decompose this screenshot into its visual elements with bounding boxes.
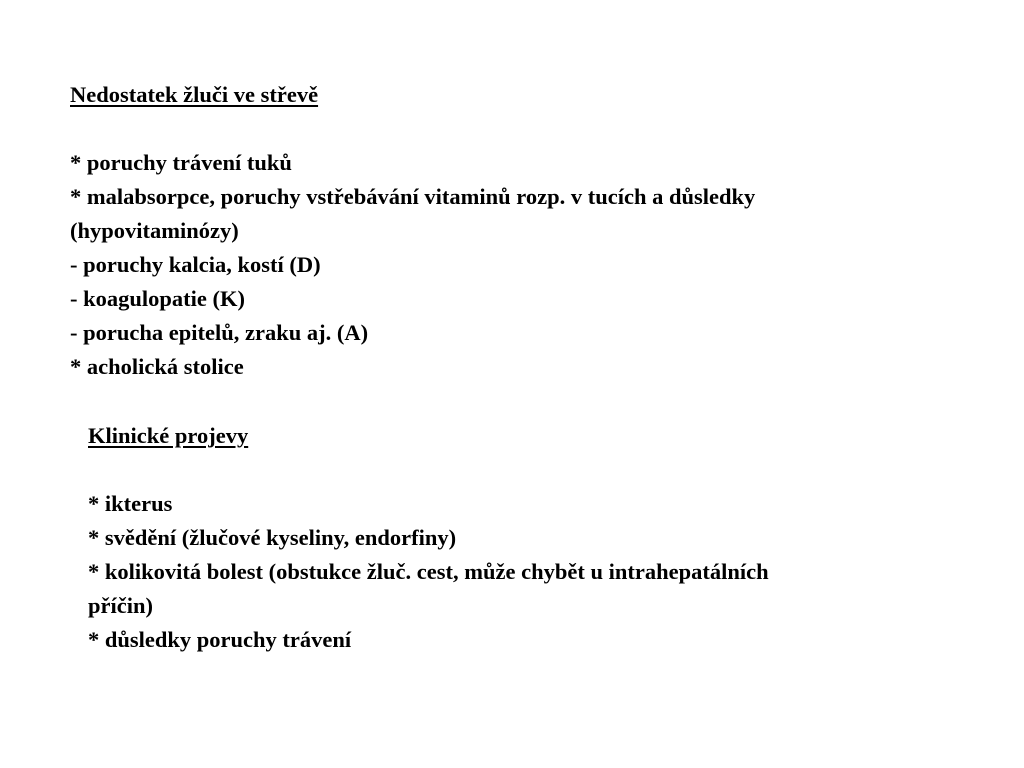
list-item: - koagulopatie (K) [70,286,246,311]
list-item: * ikterus [88,491,173,516]
list-item: * důsledky poruchy trávení [88,627,352,652]
list-item: - porucha epitelů, zraku aj. (A) [70,320,369,345]
list-item: * malabsorpce, poruchy vstřebávání vitaminů rozp. v tucích a důsledky [70,184,756,209]
section-clinical-signs [88,419,988,657]
section-bile-deficiency [70,78,970,384]
list-item: * acholická stolice [70,354,244,379]
section-heading: Nedostatek žluči ve střevě [70,82,319,107]
spacer [70,112,970,146]
section-heading: Klinické projevy [88,423,249,448]
list-item: - poruchy kalcia, kostí (D) [70,252,321,277]
list-item: (hypovitaminózy) [70,218,239,243]
list-item: příčin) [88,593,153,618]
spacer [88,453,988,487]
list-item: * svědění (žlučové kyseliny, endorfiny) [88,525,457,550]
list-item: * poruchy trávení tuků [70,150,292,175]
list-item: * kolikovitá bolest (obstukce žluč. cest, může chybět u intrahepatálních [88,559,769,584]
